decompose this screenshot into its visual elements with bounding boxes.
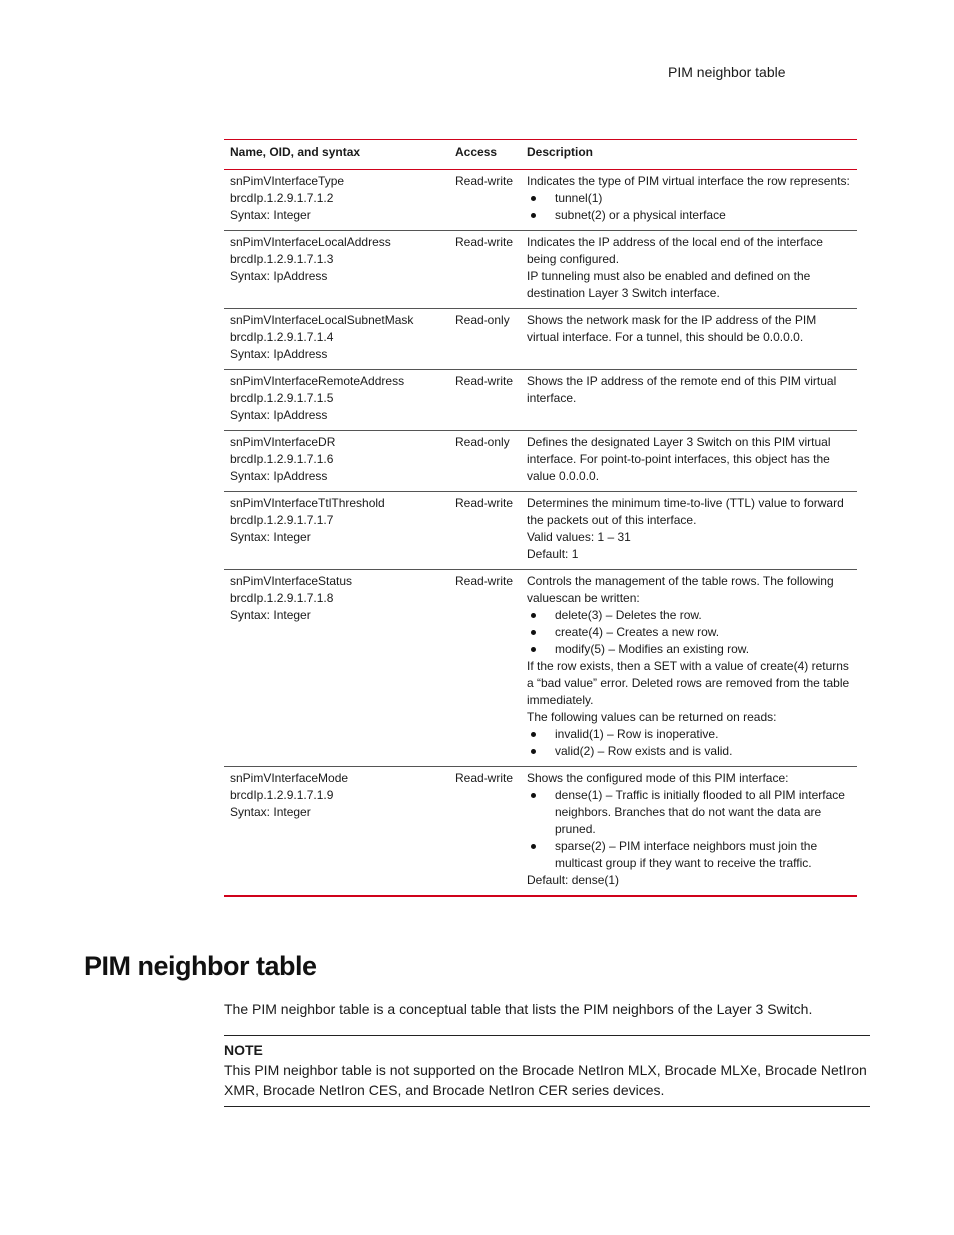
cell-name-oid-syntax [224,231,449,309]
description-bullet-list [527,726,851,760]
table-row [224,370,857,431]
cell-description [521,570,857,767]
object-syntax: Syntax: IpAddress [230,347,328,361]
object-oid: brcdIp.1.2.9.1.7.1.9 [230,788,334,802]
cell-description [521,231,857,309]
object-oid: brcdIp.1.2.9.1.7.1.3 [230,252,334,266]
table-row [224,492,857,570]
object-name: snPimVInterfaceLocalAddress [230,235,391,249]
description-paragraph: IP tunneling must also be enabled and defined on the destination Layer 3 Switch interface. [527,269,811,300]
object-name: snPimVInterfaceType [230,174,345,188]
column-header-description: Description [521,140,857,170]
cell-name-oid-syntax [224,767,449,897]
object-name: snPimVInterfaceMode [230,771,349,785]
cell-description [521,370,857,431]
column-header-access: Access [449,140,521,170]
bullet-item: tunnel(1) [527,190,851,207]
cell-description [521,431,857,492]
running-header: PIM neighbor table [668,64,786,80]
object-name: snPimVInterfaceLocalSubnetMask [230,313,414,327]
bullet-item: sparse(2) – PIM interface neighbors must join the multicast group if they want to receive the traffic. [527,838,851,872]
object-oid: brcdIp.1.2.9.1.7.1.6 [230,452,334,466]
cell-description [521,309,857,370]
cell-access: Read-only [449,431,521,492]
bullet-item: create(4) – Creates a new row. [527,624,851,641]
bullet-item: valid(2) – Row exists and is valid. [527,743,851,760]
object-syntax: Syntax: IpAddress [230,269,328,283]
description-bullet-list [527,190,851,224]
object-syntax: Syntax: Integer [230,805,311,819]
cell-access: Read-write [449,170,521,231]
bullet-item: delete(3) – Deletes the row. [527,607,851,624]
table-row [224,231,857,309]
object-oid: brcdIp.1.2.9.1.7.1.2 [230,191,334,205]
description-paragraph: Shows the configured mode of this PIM interface: [527,771,789,785]
bullet-item: subnet(2) or a physical interface [527,207,851,224]
cell-access: Read-only [449,309,521,370]
cell-name-oid-syntax [224,431,449,492]
cell-name-oid-syntax [224,492,449,570]
object-syntax: Syntax: IpAddress [230,469,328,483]
column-header-name: Name, OID, and syntax [224,140,449,170]
table-row [224,431,857,492]
cell-access: Read-write [449,231,521,309]
bullet-item: modify(5) – Modifies an existing row. [527,641,851,658]
cell-name-oid-syntax [224,570,449,767]
description-bullet-list [527,607,851,658]
description-paragraph: If the row exists, then a SET with a value of create(4) returns a “bad value” error. Deleted rows are removed from the table immediately. [527,659,850,707]
object-oid: brcdIp.1.2.9.1.7.1.8 [230,591,334,605]
description-paragraph: Shows the IP address of the remote end of this PIM virtual interface. [527,374,837,405]
bullet-item: invalid(1) – Row is inoperative. [527,726,851,743]
object-name: snPimVInterfaceDR [230,435,336,449]
cell-description [521,170,857,231]
bullet-item: dense(1) – Traffic is initially flooded to all PIM interface neighbors. Branches that do not want the data are pruned. [527,787,851,838]
table-row [224,309,857,370]
object-oid: brcdIp.1.2.9.1.7.1.5 [230,391,334,405]
description-paragraph: The following values can be returned on reads: [527,710,777,724]
mib-object-table [224,139,857,897]
description-paragraph: Default: dense(1) [527,873,620,887]
note-box [224,1035,870,1107]
table-header-row [224,140,857,170]
description-paragraph: Valid values: 1 – 31 [527,530,631,544]
description-paragraph: Controls the management of the table rows. The following valuescan be written: [527,574,834,605]
description-paragraph: Determines the minimum time-to-live (TTL) value to forward the packets out of this interface. [527,496,844,527]
description-paragraph: Shows the network mask for the IP address of the PIM virtual interface. For a tunnel, this should be 0.0.0.0. [527,313,817,344]
cell-description [521,767,857,897]
object-oid: brcdIp.1.2.9.1.7.1.4 [230,330,334,344]
object-syntax: Syntax: Integer [230,608,311,622]
description-paragraph: Indicates the type of PIM virtual interface the row represents: [527,174,850,188]
note-label: NOTE [224,1042,263,1058]
table-body [224,170,857,897]
cell-name-oid-syntax [224,170,449,231]
note-text: This PIM neighbor table is not supported on the Brocade NetIron MLX, Brocade MLXe, Brocade NetIron XMR, Brocade NetIron CES, and Brocade NetIron CER series devices. [224,1062,867,1098]
description-paragraph: Defines the designated Layer 3 Switch on this PIM virtual interface. For point-to-point interfaces, this object has the value 0.0.0.0. [527,435,831,483]
cell-access: Read-write [449,767,521,897]
object-syntax: Syntax: IpAddress [230,408,328,422]
cell-description [521,492,857,570]
table-row [224,767,857,897]
description-paragraph: Default: 1 [527,547,579,561]
section-intro: The PIM neighbor table is a conceptual table that lists the PIM neighbors of the Layer 3 Switch. [224,1001,813,1017]
object-syntax: Syntax: Integer [230,530,311,544]
description-bullet-list [527,787,851,872]
description-paragraph: Indicates the IP address of the local end of the interface being configured. [527,235,823,266]
cell-access: Read-write [449,570,521,767]
object-name: snPimVInterfaceRemoteAddress [230,374,405,388]
section-heading: PIM neighbor table [84,951,317,981]
cell-name-oid-syntax [224,370,449,431]
object-name: snPimVInterfaceTtlThreshold [230,496,385,510]
object-oid: brcdIp.1.2.9.1.7.1.7 [230,513,334,527]
cell-access: Read-write [449,370,521,431]
table-row [224,570,857,767]
cell-name-oid-syntax [224,309,449,370]
object-name: snPimVInterfaceStatus [230,574,353,588]
cell-access: Read-write [449,492,521,570]
object-syntax: Syntax: Integer [230,208,311,222]
table-row [224,170,857,231]
